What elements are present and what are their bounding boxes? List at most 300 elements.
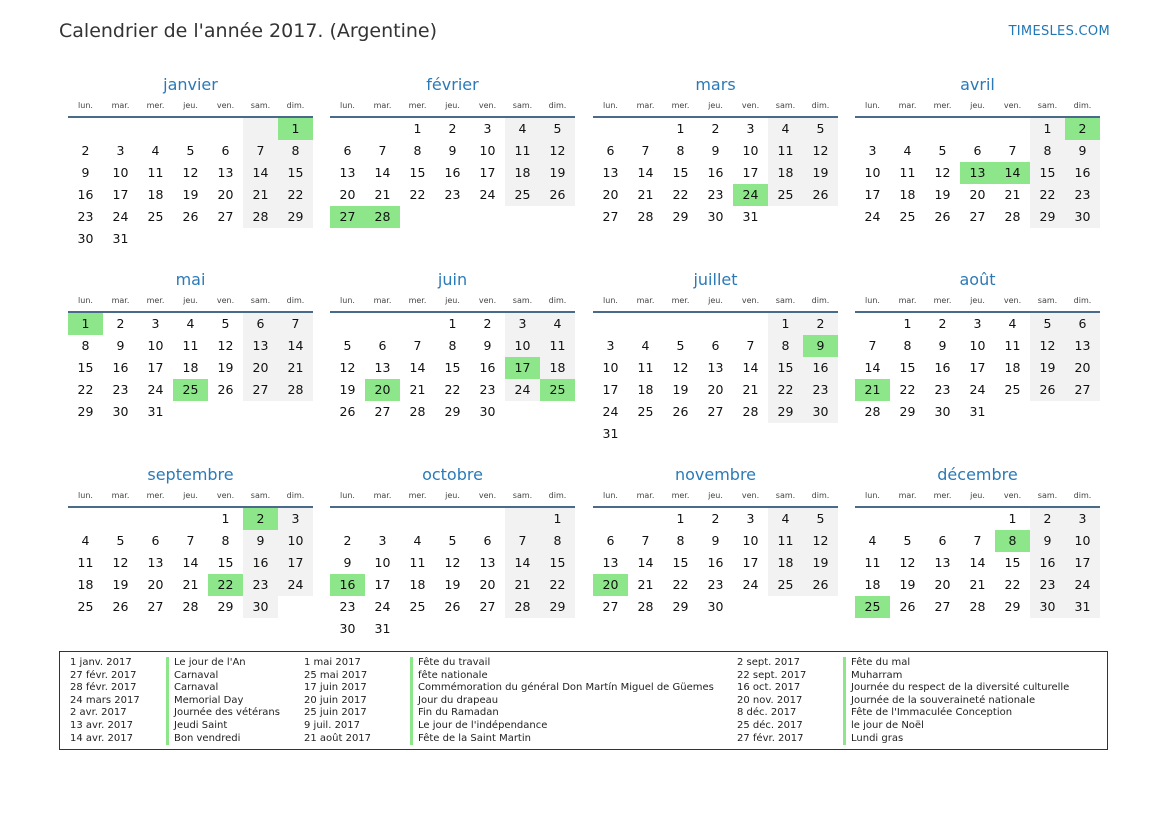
day-cell: 10 (602, 360, 619, 375)
day-cell: 21 (409, 382, 426, 397)
day-cell: 28 (864, 404, 881, 419)
day-cell: 7 (505, 530, 540, 552)
legend-holiday-name: Le jour de l'An (166, 657, 280, 670)
weekday-label: mar. (111, 296, 130, 305)
empty-cell (505, 206, 540, 228)
empty-cell (1065, 401, 1100, 423)
weekday-label: dim. (811, 491, 830, 500)
day-cell: 26 (803, 574, 838, 596)
day-cell: 9 (448, 143, 457, 158)
weekday-label: dim. (286, 296, 305, 305)
day-cell: 5 (676, 338, 685, 353)
weekday-label: ven. (741, 491, 760, 500)
weekday-header (593, 294, 838, 313)
day-cell: 20 (243, 357, 278, 379)
day-cell: 17 (147, 360, 164, 375)
weekday-label: sam. (1037, 101, 1058, 110)
legend-holiday-name: Jour du drapeau (410, 695, 714, 708)
empty-cell (925, 508, 960, 530)
empty-cell (505, 508, 540, 530)
day-cell: 16 (707, 555, 724, 570)
day-cell: 16 (934, 360, 951, 375)
day-cell: 22 (768, 379, 803, 401)
weekday-label: mar. (636, 101, 655, 110)
day-cell: 30 (934, 404, 951, 419)
month-block (855, 75, 1100, 228)
day-cell: 8 (676, 533, 685, 548)
day-cell: 9 (1065, 140, 1100, 162)
empty-cell (995, 118, 1030, 140)
empty-cell (768, 206, 803, 228)
page-title: Calendrier de l'année 2017. (Argentine) (59, 20, 438, 42)
day-cell: 1 (903, 316, 912, 331)
day-cell: 27 (217, 209, 234, 224)
day-cell: 15 (672, 555, 689, 570)
day-cell: 24 (864, 209, 881, 224)
day-cell: 29 (1030, 206, 1065, 228)
day-cell: 19 (444, 577, 461, 592)
weekday-label: lun. (340, 101, 355, 110)
legend-date: 21 août 2017 (304, 732, 372, 744)
weekday-label: ven. (216, 101, 235, 110)
day-cell: 7 (278, 313, 313, 335)
day-cell: 1 (1030, 118, 1065, 140)
legend-holiday-name: Commémoration du général Don Martín Miguel de Güemes (410, 682, 714, 695)
day-cell: 17 (374, 577, 391, 592)
day-cell: 21 (969, 577, 986, 592)
day-cell: 13 (707, 360, 724, 375)
empty-cell (733, 423, 768, 445)
day-cell: 5 (343, 338, 352, 353)
legend-dates-column (70, 657, 140, 745)
empty-cell (138, 228, 173, 250)
day-cell: 5 (540, 118, 575, 140)
day-cell: 2 (116, 316, 125, 331)
day-cell: 25 (1004, 382, 1021, 397)
legend-holiday-name: Journée des vétérans (166, 707, 280, 720)
day-cell: 16 (479, 360, 496, 375)
month-block (855, 465, 1100, 618)
day-cell: 3 (606, 338, 615, 353)
day-cell: 22 (899, 382, 916, 397)
day-cell: 13 (243, 335, 278, 357)
day-cell: 10 (742, 533, 759, 548)
empty-cell (925, 118, 960, 140)
day-cell: 30 (479, 404, 496, 419)
day-cell: 17 (602, 382, 619, 397)
empty-cell (890, 118, 925, 140)
day-cell: 6 (1065, 313, 1100, 335)
day-cell: 11 (147, 165, 164, 180)
day-cell: 16 (803, 357, 838, 379)
legend-date: 27 févr. 2017 (70, 669, 137, 681)
day-cell: 11 (505, 140, 540, 162)
day-cell: 2 (711, 121, 720, 136)
day-cell: 28 (637, 209, 654, 224)
empty-cell (698, 423, 733, 445)
weekday-label: mar. (373, 296, 392, 305)
day-cell: 21 (182, 577, 199, 592)
legend-holiday-name: Journée de la souveraineté nationale (843, 695, 1069, 708)
day-cell: 15 (77, 360, 94, 375)
day-cell: 29 (540, 596, 575, 618)
day-cell: 31 (147, 404, 164, 419)
weekday-label: lun. (78, 101, 93, 110)
weekday-header (68, 294, 313, 313)
empty-cell (138, 118, 173, 140)
day-cell: 30 (243, 596, 278, 618)
weekday-label: mer. (671, 491, 690, 500)
month-title: juillet (693, 270, 738, 289)
day-cell: 29 (672, 209, 689, 224)
month-block (593, 270, 838, 445)
day-cell: 2 (1030, 508, 1065, 530)
legend-date: 24 mars 2017 (70, 694, 140, 706)
day-cell: 28 (505, 596, 540, 618)
day-cell: 26 (672, 404, 689, 419)
day-cell: 30 (1065, 206, 1100, 228)
month-block (855, 270, 1100, 423)
day-cell: 14 (243, 162, 278, 184)
day-cell: 21 (855, 379, 890, 401)
legend-date: 25 juin 2017 (304, 707, 367, 719)
day-cell: 9 (711, 143, 720, 158)
empty-cell (663, 313, 698, 335)
empty-cell (400, 508, 435, 530)
legend-date: 28 févr. 2017 (70, 682, 137, 694)
day-cell: 7 (746, 338, 755, 353)
month-block (593, 465, 838, 618)
weekday-label: sam. (250, 491, 271, 500)
day-grid (68, 118, 313, 250)
day-grid (593, 313, 838, 445)
day-cell: 15 (899, 360, 916, 375)
day-cell: 21 (243, 184, 278, 206)
day-cell: 8 (278, 140, 313, 162)
day-cell: 28 (243, 206, 278, 228)
day-cell: 30 (112, 404, 129, 419)
day-cell: 25 (409, 599, 426, 614)
day-cell: 22 (444, 382, 461, 397)
empty-cell (733, 596, 768, 618)
day-cell: 13 (960, 162, 995, 184)
day-cell: 22 (672, 187, 689, 202)
day-cell: 20 (969, 187, 986, 202)
day-cell: 30 (707, 599, 724, 614)
day-cell: 31 (374, 621, 391, 636)
weekday-label: ven. (1003, 101, 1022, 110)
weekday-label: sam. (775, 491, 796, 500)
weekday-label: dim. (286, 101, 305, 110)
empty-cell (768, 596, 803, 618)
day-cell: 25 (855, 596, 890, 618)
day-cell: 7 (378, 143, 387, 158)
day-cell: 9 (343, 555, 352, 570)
legend-date: 25 déc. 2017 (737, 719, 803, 731)
weekday-label: mer. (933, 101, 952, 110)
day-cell: 30 (707, 209, 724, 224)
day-cell: 19 (112, 577, 129, 592)
day-cell: 5 (186, 143, 195, 158)
day-cell: 11 (768, 140, 803, 162)
day-cell: 18 (768, 162, 803, 184)
day-cell: 4 (768, 118, 803, 140)
day-cell: 17 (505, 357, 540, 379)
day-grid (68, 313, 313, 423)
day-grid (855, 313, 1100, 423)
day-cell: 17 (278, 552, 313, 574)
day-cell: 15 (444, 360, 461, 375)
day-cell: 9 (81, 165, 90, 180)
weekday-label: sam. (775, 101, 796, 110)
day-cell: 3 (378, 533, 387, 548)
empty-cell (68, 508, 103, 530)
day-cell: 29 (1004, 599, 1021, 614)
day-cell: 10 (1065, 530, 1100, 552)
day-cell: 4 (540, 313, 575, 335)
day-cell: 27 (934, 599, 951, 614)
day-cell: 4 (505, 118, 540, 140)
legend-date: 17 juin 2017 (304, 682, 367, 694)
day-cell: 28 (1004, 209, 1021, 224)
day-cell: 11 (77, 555, 94, 570)
day-cell: 1 (676, 511, 685, 526)
empty-cell (278, 401, 313, 423)
legend-holiday-name: Carnaval (166, 682, 280, 695)
legend-date: 27 févr. 2017 (737, 732, 804, 744)
day-cell: 11 (637, 360, 654, 375)
month-block (330, 270, 575, 423)
weekday-label: sam. (1037, 296, 1058, 305)
day-cell: 15 (540, 552, 575, 574)
weekday-label: ven. (478, 101, 497, 110)
empty-cell (243, 401, 278, 423)
site-link[interactable]: TIMESLES.COM (1008, 24, 1110, 39)
weekday-label: mer. (408, 101, 427, 110)
weekday-label: dim. (548, 491, 567, 500)
day-cell: 13 (147, 555, 164, 570)
weekday-label: sam. (250, 296, 271, 305)
day-cell: 22 (208, 574, 243, 596)
day-cell: 20 (934, 577, 951, 592)
day-cell: 26 (803, 184, 838, 206)
day-cell: 18 (899, 187, 916, 202)
day-cell: 3 (151, 316, 160, 331)
day-cell: 25 (77, 599, 94, 614)
empty-cell (1030, 401, 1065, 423)
day-cell: 23 (803, 379, 838, 401)
weekday-label: jeu. (445, 491, 460, 500)
weekday-label: jeu. (970, 491, 985, 500)
day-cell: 12 (112, 555, 129, 570)
day-cell: 1 (540, 508, 575, 530)
day-cell: 1 (68, 313, 103, 335)
day-cell: 19 (1030, 357, 1065, 379)
weekday-label: jeu. (445, 101, 460, 110)
day-cell: 23 (707, 187, 724, 202)
day-cell: 24 (505, 379, 540, 401)
empty-cell (593, 118, 628, 140)
month-title: novembre (674, 465, 757, 484)
day-cell: 4 (641, 338, 650, 353)
weekday-label: ven. (478, 296, 497, 305)
day-cell: 28 (365, 206, 400, 228)
empty-cell (470, 618, 505, 640)
day-cell: 12 (339, 360, 356, 375)
day-cell: 27 (243, 379, 278, 401)
day-cell: 17 (969, 360, 986, 375)
legend-date: 22 sept. 2017 (737, 669, 807, 681)
day-cell: 2 (448, 121, 457, 136)
weekday-label: ven. (478, 491, 497, 500)
weekday-label: lun. (865, 101, 880, 110)
day-cell: 26 (182, 209, 199, 224)
day-cell: 13 (339, 165, 356, 180)
weekday-header (593, 489, 838, 508)
day-cell: 22 (1030, 184, 1065, 206)
weekday-label: jeu. (183, 296, 198, 305)
day-cell: 31 (969, 404, 986, 419)
day-cell: 24 (733, 184, 768, 206)
day-cell: 9 (938, 338, 947, 353)
day-cell: 1 (221, 511, 230, 526)
weekday-label: sam. (1037, 491, 1058, 500)
empty-cell (103, 508, 138, 530)
day-cell: 8 (413, 143, 422, 158)
weekday-label: mer. (408, 296, 427, 305)
day-cell: 11 (1004, 338, 1021, 353)
day-cell: 26 (444, 599, 461, 614)
month-block (68, 465, 313, 618)
day-cell: 12 (540, 140, 575, 162)
day-cell: 10 (374, 555, 391, 570)
day-cell: 19 (803, 162, 838, 184)
day-cell: 6 (221, 143, 230, 158)
day-cell: 24 (742, 577, 759, 592)
day-cell: 20 (217, 187, 234, 202)
day-cell: 5 (803, 508, 838, 530)
weekday-label: mar. (636, 491, 655, 500)
day-cell: 17 (112, 187, 129, 202)
day-cell: 11 (409, 555, 426, 570)
weekday-label: dim. (548, 296, 567, 305)
day-cell: 7 (413, 338, 422, 353)
day-cell: 18 (505, 162, 540, 184)
day-cell: 14 (278, 335, 313, 357)
empty-cell (365, 118, 400, 140)
empty-cell (540, 618, 575, 640)
day-cell: 28 (637, 599, 654, 614)
day-cell: 9 (1030, 530, 1065, 552)
day-cell: 12 (1030, 335, 1065, 357)
legend-date: 2 avr. 2017 (70, 707, 127, 719)
weekday-label: jeu. (708, 491, 723, 500)
day-cell: 6 (711, 338, 720, 353)
empty-cell (365, 508, 400, 530)
day-cell: 26 (1030, 379, 1065, 401)
day-cell: 29 (217, 599, 234, 614)
month-block (593, 75, 838, 228)
day-cell: 21 (742, 382, 759, 397)
day-grid (68, 508, 313, 618)
day-cell: 3 (746, 121, 755, 136)
weekday-label: jeu. (708, 296, 723, 305)
day-cell: 28 (278, 379, 313, 401)
empty-cell (855, 313, 890, 335)
day-cell: 4 (81, 533, 90, 548)
day-cell: 23 (339, 599, 356, 614)
day-cell: 4 (1008, 316, 1017, 331)
empty-cell (628, 423, 663, 445)
legend-date: 1 janv. 2017 (70, 657, 132, 668)
day-cell: 10 (278, 530, 313, 552)
legend-date: 20 nov. 2017 (737, 694, 803, 706)
day-cell: 28 (969, 599, 986, 614)
legend-holiday-name: Lundi gras (843, 733, 1069, 746)
weekday-label: ven. (1003, 296, 1022, 305)
day-cell: 10 (505, 335, 540, 357)
day-cell: 8 (448, 338, 457, 353)
day-cell: 20 (365, 379, 400, 401)
day-cell: 15 (409, 165, 426, 180)
month-title: mars (695, 75, 736, 94)
day-cell: 22 (1004, 577, 1021, 592)
day-cell: 2 (81, 143, 90, 158)
weekday-header (855, 99, 1100, 118)
empty-cell (803, 423, 838, 445)
day-cell: 21 (278, 357, 313, 379)
day-cell: 27 (602, 209, 619, 224)
day-cell: 27 (479, 599, 496, 614)
day-cell: 20 (602, 187, 619, 202)
day-cell: 31 (1065, 596, 1100, 618)
weekday-label: lun. (340, 491, 355, 500)
day-cell: 14 (182, 555, 199, 570)
weekday-label: mar. (898, 101, 917, 110)
day-cell: 17 (864, 187, 881, 202)
day-cell: 19 (934, 187, 951, 202)
legend-holiday-name: Jeudi Saint (166, 720, 280, 733)
day-cell: 20 (479, 577, 496, 592)
day-cell: 3 (1065, 508, 1100, 530)
legend-holiday-name: Bon vendredi (166, 733, 280, 746)
weekday-header (855, 489, 1100, 508)
empty-cell (505, 401, 540, 423)
day-cell: 14 (505, 552, 540, 574)
day-cell: 4 (186, 316, 195, 331)
empty-cell (103, 118, 138, 140)
empty-cell (243, 228, 278, 250)
day-cell: 25 (768, 574, 803, 596)
legend-dates-column (737, 657, 806, 745)
day-cell: 20 (707, 382, 724, 397)
weekday-label: dim. (286, 491, 305, 500)
day-cell: 4 (868, 533, 877, 548)
legend-date: 20 juin 2017 (304, 694, 367, 706)
day-cell: 25 (147, 209, 164, 224)
day-cell: 8 (540, 530, 575, 552)
empty-cell (540, 401, 575, 423)
empty-cell (960, 118, 995, 140)
day-cell: 13 (934, 555, 951, 570)
day-cell: 6 (938, 533, 947, 548)
day-cell: 24 (479, 187, 496, 202)
day-cell: 16 (444, 165, 461, 180)
day-cell: 13 (1065, 335, 1100, 357)
weekday-label: jeu. (970, 101, 985, 110)
day-cell: 19 (899, 577, 916, 592)
empty-cell (365, 313, 400, 335)
